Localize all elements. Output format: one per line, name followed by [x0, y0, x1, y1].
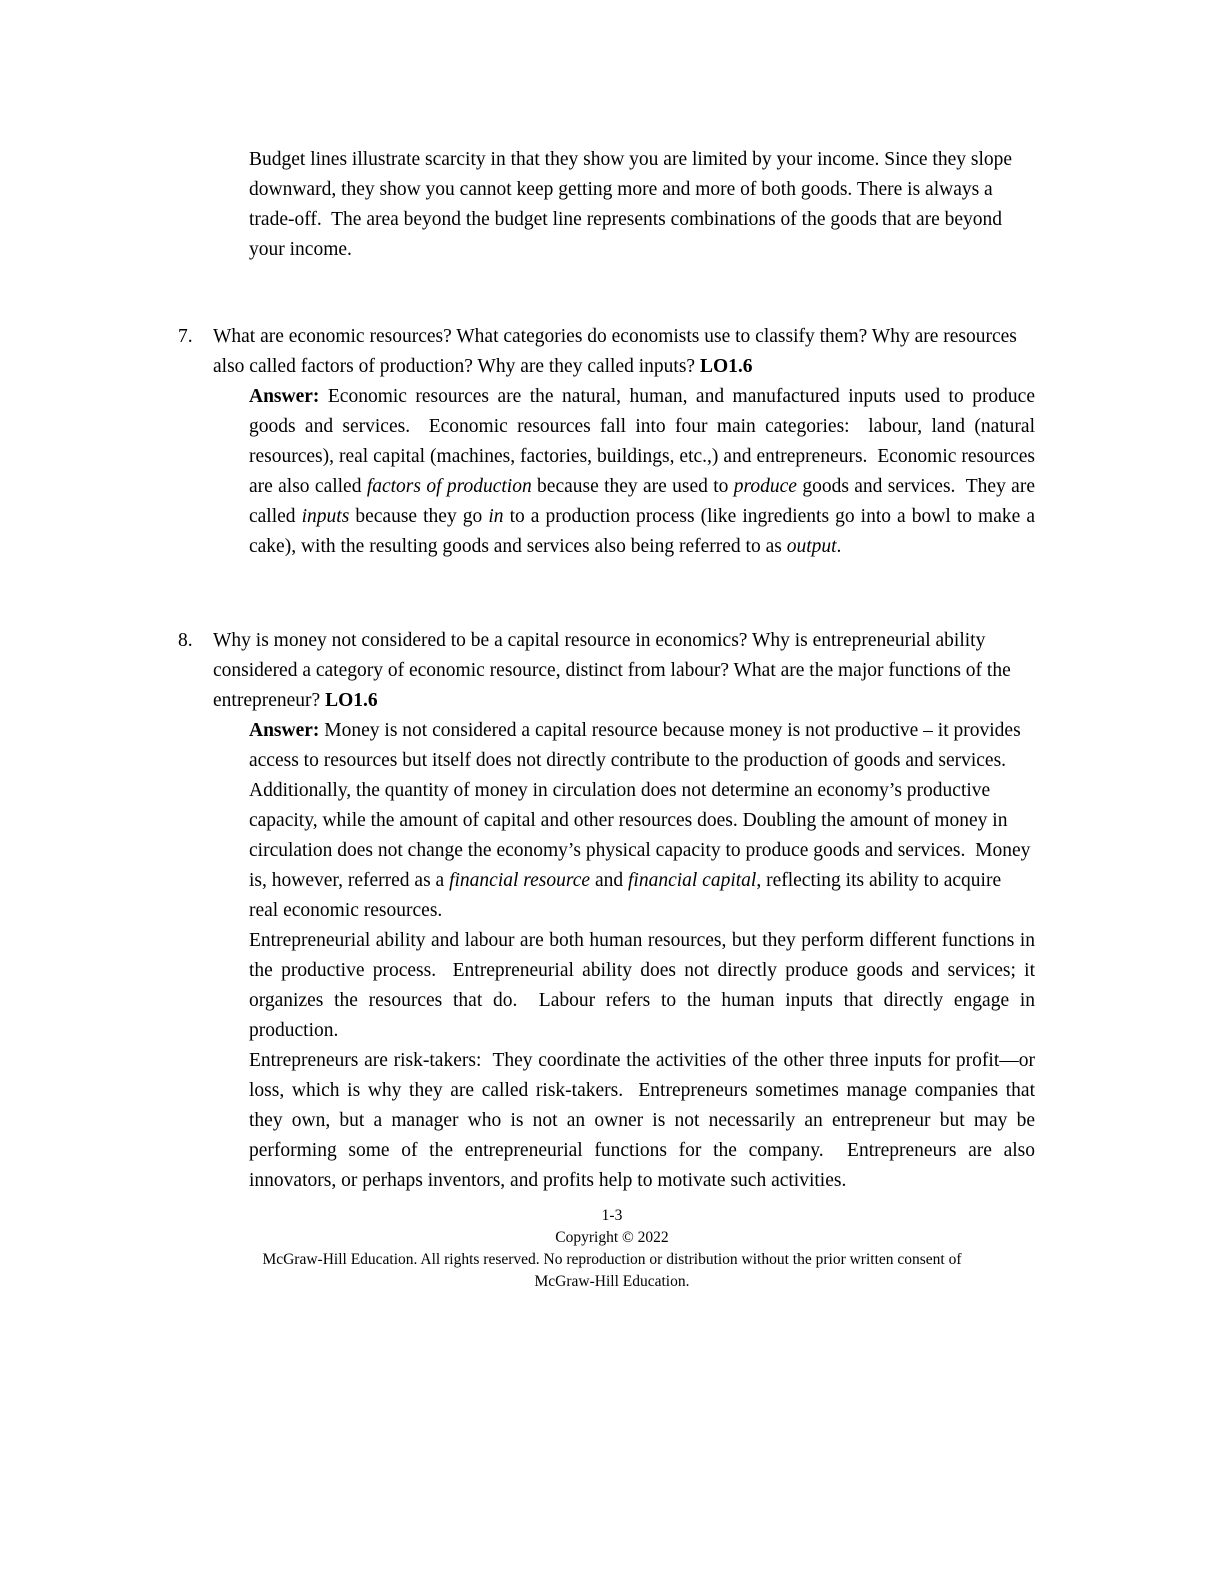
text-segment: to a production process (like ingredients go into a bowl to make a cake), with the resulting goods and services also being referred to as [249, 506, 1040, 557]
rights-line-2: McGraw-Hill Education. [534, 1273, 690, 1290]
text-segment: and [590, 870, 628, 891]
question-8-answer-paragraph-1 [249, 716, 1035, 926]
text-segment: What are economic resources? What categories do economists use to classify them? Why are resources also called factors of production? Why are they called inputs? [213, 326, 1022, 377]
text-segment: inputs [301, 506, 350, 527]
question-7-answer [249, 382, 1040, 562]
text-segment: because they are used to [531, 476, 734, 497]
text-segment: Entrepreneurs are risk-takers: They coordinate the activities of the other three inputs for profit—or loss, which is why they are called risk-takers. Entrepreneurs sometimes manage companies that they own, but a manager who is not an owner is not necessarily an entrepreneur but may be performing some of the entrepreneurial functions for the company. Entrepreneurs are also innovators, or perhaps inventors, and profits help to motivate such activities. [249, 1050, 1040, 1191]
question-8-answer-paragraph-2 [249, 926, 1040, 1046]
text-segment: Money is not considered a capital resource because money is not productive – it provides access to resources but itself does not directly contribute to the production of goods and services. Additionally, the quantity of money in circulation does not determine an economy’s productive capacity, while the amount of capital and other resources does. Doubling the amount of money in circulation does not change the economy’s physical capacity to produce goods and services. Money is, however, referred as a [249, 720, 1036, 891]
text-segment: produce [733, 476, 797, 497]
intro-paragraph [249, 145, 1035, 265]
question-8-text [213, 626, 1035, 716]
text-segment: Economic resources are the natural, human, and manufactured inputs used to produce goods and services. Economic resources fall into four main categories: labour, land (natural resources), real capital (machines, factories, buildings, etc.,) and entrepreneurs. Economic resources are also called [249, 386, 1040, 497]
text-segment: output [786, 536, 837, 557]
text-segment: LO1.6 [699, 356, 753, 377]
text-segment: , reflecting its ability to acquire real economic resources. [249, 870, 1006, 921]
question-7 [178, 322, 1035, 382]
question-7-number: 7. [178, 326, 193, 347]
text-segment: financial resource [449, 870, 591, 891]
page-footer [0, 1205, 1224, 1293]
text-segment: . [836, 536, 842, 557]
text-segment: Why is money not considered to be a capital resource in economics? Why is entrepreneurial ability considered a category of economic resource, distinct from labour? What are the major functions of the entrepreneur? [213, 630, 1016, 711]
text-segment: factors of production [366, 476, 532, 497]
text-segment: Answer: [249, 720, 320, 741]
text-segment: financial capital [627, 870, 757, 891]
question-8 [178, 626, 1035, 716]
page-number: 1-3 [601, 1207, 623, 1224]
text-segment: because they go [349, 506, 489, 527]
text-segment: LO1.6 [325, 690, 378, 711]
question-8-answer-paragraph-3 [249, 1046, 1040, 1196]
text-segment: in [488, 506, 504, 527]
text-segment: Entrepreneurial ability and labour are both human resources, but they perform different functions in the productive process. Entrepreneurial ability does not directly produce goods and services; it organizes the resources that do. Labour refers to the human inputs that directly engage in production. [249, 930, 1040, 1041]
text-segment: goods and services. They are called [249, 476, 1040, 527]
question-7-text [213, 322, 1035, 382]
text-segment: Answer: [249, 386, 320, 407]
question-8-number: 8. [178, 630, 193, 651]
rights-line-1: McGraw-Hill Education. All rights reserved. No reproduction or distribution without the prior written consent of [262, 1251, 962, 1268]
copyright-line: Copyright © 2022 [555, 1229, 669, 1246]
text-segment: Budget lines illustrate scarcity in that they show you are limited by your income. Since they slope downward, they show you cannot keep getting more and more of both goods. There is always a trade-off. The area beyond the budget line represents combinations of the goods that are beyond your income. [249, 149, 1017, 260]
